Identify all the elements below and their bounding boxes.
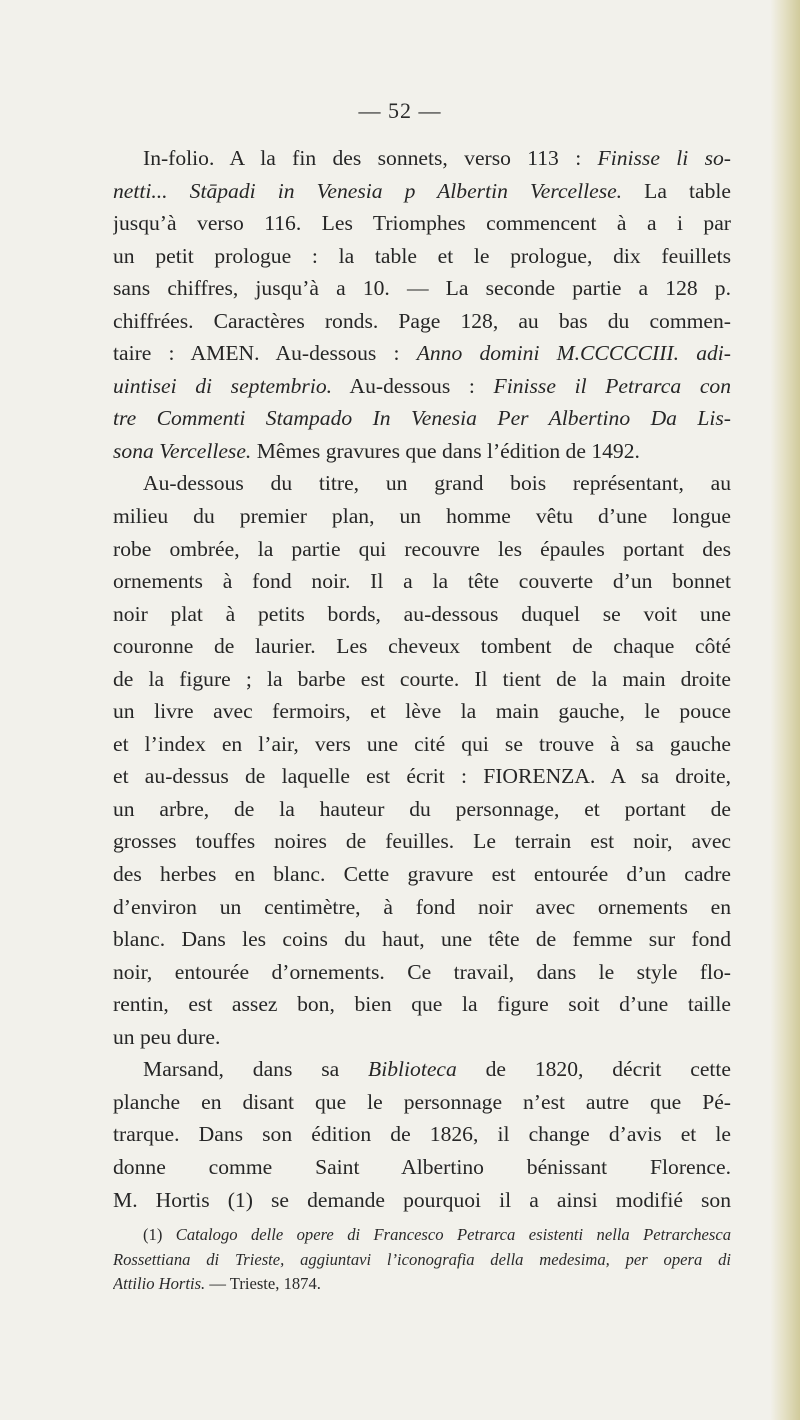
text-line: ornements à fond noir. Il a la tête couverte d’un bonnet <box>113 569 731 594</box>
text-line: In-folio. A la fin des sonnets, verso 113 : Finisse li so- <box>143 146 731 170</box>
text-line: Marsand, dans sa Biblioteca de 1820, décrit cette <box>143 1057 731 1082</box>
text-line: grosses touffes noires de feuilles. Le terrain est noir, avec <box>113 829 731 854</box>
text-line: noir, entourée d’ornements. Ce travail, dans le style flo- <box>113 959 731 984</box>
text-line: robe ombrée, la partie qui recouvre les épaules portant des <box>113 536 731 561</box>
page-number: — 52 — <box>358 98 442 123</box>
footnote <box>113 1223 731 1297</box>
footnote-line: Rossettiana di Trieste, aggiuntavi l’iconografia della medesima, per opera di <box>113 1249 731 1269</box>
text-line: trarque. Dans son édition de 1826, il change d’avis et le <box>113 1122 731 1147</box>
text-line: un petit prologue : la table et le prologue, dix feuillets <box>113 243 731 268</box>
footnote-line: (1) Catalogo delle opere di Francesco Petrarca esistenti nella Petrarchesca <box>143 1225 731 1244</box>
text-line: donne comme Saint Albertino bénissant Florence. <box>113 1154 731 1179</box>
text-line: tre Commenti Stampado In Venesia Per Albertino Da Lis- <box>113 406 731 431</box>
text-line: taire : AMEN. Au-dessous : Anno domini M.CCCCCIII. adi- <box>113 341 731 366</box>
text-line: d’environ un centimètre, à fond noir avec ornements en <box>113 894 731 919</box>
text-line: sona Vercellese. Mêmes gravures que dans l’édition de 1492. <box>113 438 640 463</box>
text-line: un livre avec fermoirs, et lève la main gauche, le pouce <box>113 699 731 724</box>
text-line: des herbes en blanc. Cette gravure est entourée d’un cadre <box>113 862 731 887</box>
text-line: netti... Stāpadi in Venesia p Albertin Vercellese. La table <box>113 178 731 203</box>
text-line: uintisei di septembrio. Au-dessous : Finisse il Petrarca con <box>113 373 731 398</box>
text-line: M. Hortis (1) se demande pourquoi il a ainsi modifié son <box>113 1187 731 1212</box>
text-line: jusqu’à verso 116. Les Triomphes commencent à a i par <box>113 211 731 236</box>
text-line: noir plat à petits bords, au-dessous duquel se voit une <box>113 601 731 626</box>
body-text <box>113 142 731 1216</box>
text-line: Au-dessous du titre, un grand bois représentant, au <box>143 471 731 496</box>
text-line: couronne de laurier. Les cheveux tombent de chaque côté <box>113 634 731 659</box>
text-line: rentin, est assez bon, bien que la figure soit d’une taille <box>113 992 731 1017</box>
text-line: de la figure ; la barbe est courte. Il tient de la main droite <box>113 666 731 691</box>
text-line: un peu dure. <box>113 1024 221 1049</box>
footnote-line: Attilio Hortis. — Trieste, 1874. <box>113 1274 321 1293</box>
text-line: chiffrées. Caractères ronds. Page 128, au bas du commen- <box>113 308 731 333</box>
text-line: et au-dessus de laquelle est écrit : FIORENZA. A sa droite, <box>113 764 731 789</box>
text-line: milieu du premier plan, un homme vêtu d’une longue <box>113 504 731 529</box>
text-line: et l’index en l’air, vers une cité qui se trouve à sa gauche <box>113 731 731 756</box>
text-line: blanc. Dans les coins du haut, une tête de femme sur fond <box>113 927 731 952</box>
text-line: sans chiffres, jusqu’à a 10. — La seconde partie a 128 p. <box>113 276 731 301</box>
text-line: un arbre, de la hauteur du personnage, et portant de <box>113 796 731 821</box>
text-line: planche en disant que le personnage n’est autre que Pé- <box>113 1089 731 1114</box>
